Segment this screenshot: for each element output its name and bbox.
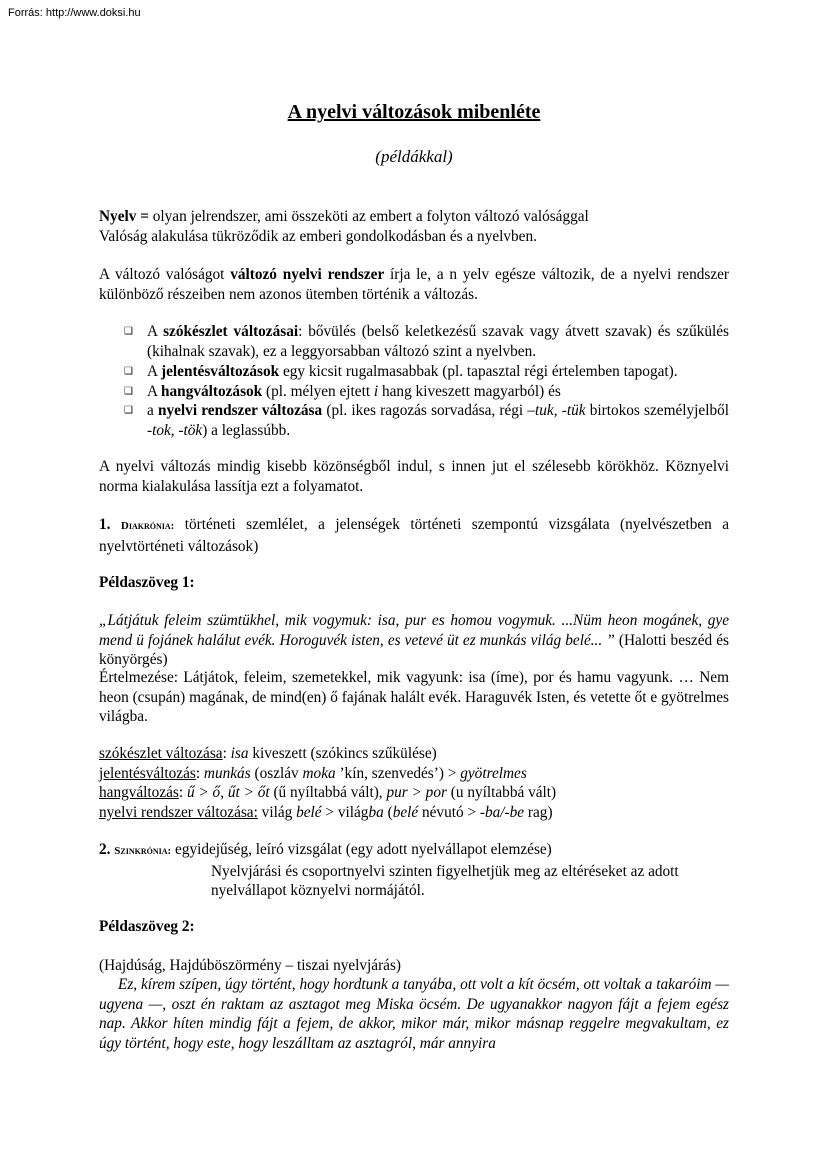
change-grammatical: nyelvi rendszer változása: világ belé > világba (belé névutó > -ba/-be rag): [99, 803, 553, 821]
section-synchrony: 2. Szinkrónia: egyidejűség, leíró vizsgálat (egy adott nyelvállapot elemzése) Nyelvjárási és csoportnyelvi szinten figyelhetjük meg az eltéréseket az adott nyelvállapot köznyelvi normájától.: [99, 841, 679, 900]
square-bullet-icon: ❑: [124, 405, 133, 417]
definition-term: Nyelv =: [99, 208, 149, 225]
list-item: ❑ a nyelvi rendszer változása (pl. ikes ragozás sorvadása, régi –tuk, -tük birtokos személyjelből -tok, -tök) a leglassúbb.: [124, 402, 729, 439]
page-title: A nyelvi változások mibenléte: [287, 101, 541, 123]
list-item: ❑ A szókészlet változásai: bővülés (belső keletkezésű szavak vagy átvett szavak) és szűkülés (kihalnak szavak), ez a leggyorsabban változó szint a nyelvben.: [124, 323, 730, 360]
definition: Nyelv = olyan jelrendszer, ami összeköti az embert a folyton változó valósággal Valóság alakulása tükröződik az emberi gondolkodásban és a nyelvben.: [99, 208, 589, 245]
example-2-region: (Hajdúság, Hajdúböszörmény – tiszai nyelvjárás): [99, 957, 402, 974]
example-2-heading: Példaszöveg 2:: [99, 918, 195, 935]
example-1-interpretation: Értelmezése: Látjátok, feleim, szemetekkel, mik vagyunk: isa (íme), por és hamu vagyunk. … Nem heon (csupán) magának, de mind(en) ő fajának halált evék. Haraguvék Isten, és vetette őt e gyötrelmes világba.: [99, 669, 729, 726]
section-diachrony: 1. Diakrónia: történeti szemlélet, a jelenségek történeti szempontú vizsgálata (nyelvészetben a nyelvtörténeti változások): [99, 516, 729, 555]
example-1-quote: „Látjátuk feleim szümtükhel, mik vogymuk: isa, pur es homou vogymuk. ...Nüm heon mogánek, gye mend ü fojánek halálut evék. Horoguvék isten, es vetevé üt ez munkás világ belé... ” (Halotti beszéd és könyörgés): [99, 612, 729, 669]
change-phonetic: hangváltozás: ű > ő, űt > őt (ű nyíltabbá vált), pur > por (u nyíltabbá vált): [99, 784, 557, 802]
square-bullet-icon: ❑: [124, 366, 133, 377]
change-types-list: [99, 322, 729, 440]
square-bullet-icon: ❑: [124, 326, 133, 337]
page-subtitle: (példákkal): [375, 147, 453, 166]
list-item: ❑ A jelentésváltozások egy kicsit rugalmasabbak (pl. tapasztal régi értelemben tapogat).: [124, 363, 678, 380]
paragraph-intro: A változó valóságot változó nyelvi rendszer írja le, a n yelv egésze változik, de a nyelvi rendszer különböző részeiben nem azonos ütemben történik a változás.: [99, 266, 729, 303]
source-note: Forrás: http://www.doksi.hu: [8, 7, 141, 19]
square-bullet-icon: ❑: [124, 385, 133, 397]
change-semantic: jelentésváltozás: munkás (oszláv moka ’kín, szenvedés’) > gyötrelmes: [99, 764, 527, 782]
list-item: ❑ A hangváltozások (pl. mélyen ejtett i hang kiveszett magyarból) és: [124, 382, 561, 400]
example-2-text: Ez, kírem szípen, úgy történt, hogy hordtunk a tanyába, ott volt a kít öcsém, ott voltak a takaróim — ugyena —, oszt én raktam az asztagot meg Miska öcsém. De ugyanakkor nagyon fájt a fejem egész nap. Akkor híten mindig fájt a fejem, de akkor, mikor már, mikor másnap reggelre megvakultam, ez úgy történt, hogy este, hogy leszálltam az asztagról, már annyira: [99, 976, 729, 1052]
example-1-changes: [99, 744, 729, 822]
change-lexical: szókészlet változása: isa kiveszett (szókincs szűkülése): [99, 745, 437, 762]
example-1-heading: Példaszöveg 1:: [99, 574, 195, 591]
paragraph-change-spread: A nyelvi változás mindig kisebb közönségből indul, s innen jut el szélesebb körökhöz. Köznyelvi norma kialakulása lassítja ezt a folyamatot.: [99, 458, 729, 495]
